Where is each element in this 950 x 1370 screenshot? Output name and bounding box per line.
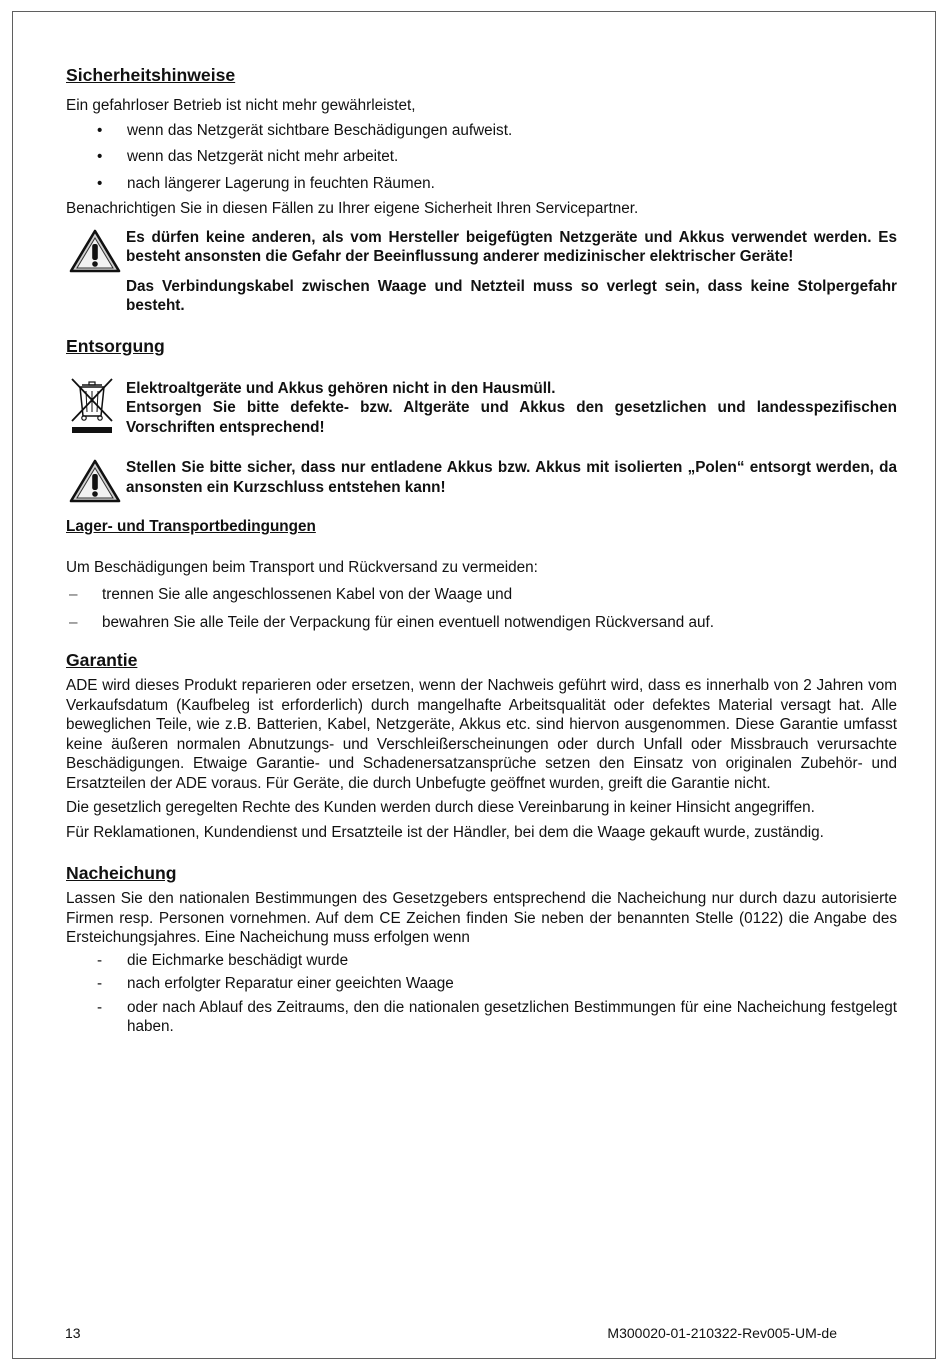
safety-bullet-list (66, 121, 897, 194)
list-item: - nach erfolgter Reparatur einer geeichten Waage (97, 975, 454, 992)
bullet-icon: • (97, 174, 103, 192)
bullet-icon: • (97, 148, 103, 165)
list-item: - die Eichmarke beschädigt wurde (97, 951, 349, 969)
document-page (12, 11, 936, 1359)
warning-block-power-supply (66, 228, 897, 316)
safety-intro: Ein gefahrloser Betrieb ist nicht mehr gewährleistet, (66, 97, 416, 114)
section-title-recalibration: Nacheichung (66, 863, 177, 883)
weee-text-2: Entsorgen Sie bitte defekte- bzw. Altgeräte und Akkus den gesetzlichen und landesspezifischen Vorschriften entsprechend! (126, 399, 897, 436)
warranty-paragraph-3: Für Reklamationen, Kundendienst und Ersatzteile ist der Händler, bei dem die Waage gekauft wurde, zuständig. (66, 823, 824, 841)
page-number: 13 (65, 1325, 81, 1341)
section-title-disposal: Entsorgung (66, 335, 165, 356)
list-item: - oder nach Ablauf des Zeitraums, den die nationalen gesetzlichen Bestimmungen für eine Nacheichung festgelegt haben. (97, 998, 897, 1035)
disposal-weee-block (66, 379, 897, 438)
storage-intro: Um Beschädigungen beim Transport und Rückversand zu vermeiden: (66, 558, 538, 576)
list-item: • wenn das Netzgerät sichtbare Beschädigungen aufweist. (97, 121, 513, 139)
storage-list (66, 585, 897, 632)
warning-triangle-icon (69, 229, 121, 273)
warranty-paragraph-2: Die gesetzlich geregelten Rechte des Kunden werden durch diese Vereinbarung in keiner Hinsicht angegriffen. (66, 799, 815, 816)
warranty-paragraph-1: ADE wird dieses Produkt reparieren oder ersetzen, wenn der Nachweis geführt wird, dass es innerhalb von 2 Jahren vom Verkaufsdatum (Kaufbeleg ist erforderlich) durch mangelhafte Arbeitsqualität oder defektes Material versagt hat. Alle beweglichen Teile, wie z.B. Batterien, Kabel, Netzgeräte, Akkus etc. sind hiervon ausgenommen. Diese Garantie umfasst keine äußeren normalen Abnutzungs- und Verschleißerscheinungen oder durch Unfall oder Missbrauch verursachte Beschädigungen. Etwaige Garantie- und Schadenersatzansprüche setzen den Einsatz von originalen Zubehör- und Ersatzteilen der ADE voraus. Für Geräte, die durch Unbefugte geöffnet wurden, greift die Garantie nicht. (66, 677, 897, 792)
dash-icon: – (69, 586, 78, 603)
crossed-out-bin-icon (69, 376, 115, 434)
weee-text-1: Elektroaltgeräte und Akkus gehören nicht in den Hausmüll. (126, 379, 556, 397)
hyphen-icon: - (97, 975, 103, 992)
recalibration-paragraph: Lassen Sie den nationalen Bestimmungen des Gesetzgebers entsprechend die Nacheichung nur durch dazu autorisierte Firmen resp. Personen vornehmen. Auf dem CE Zeichen finden Sie neben der benannten Stelle (0122) die Angabe des Ersteichungsjahres. Eine Nacheichung muss erfolgen wenn (66, 890, 897, 946)
list-item: – bewahren Sie alle Teile der Verpackung für einen eventuell notwendigen Rückversand auf. (69, 613, 714, 631)
recalibration-list (66, 951, 897, 1037)
list-item: • wenn das Netzgerät nicht mehr arbeitet. (97, 148, 399, 165)
list-item: – trennen Sie alle angeschlossenen Kabel von der Waage und (69, 586, 513, 603)
document-id: M300020-01-210322-Rev005-UM-de (607, 1325, 837, 1341)
hyphen-icon: - (97, 951, 103, 969)
list-item: • nach längerer Lagerung in feuchten Räumen. (97, 174, 435, 192)
warning-text-battery: Stellen Sie bitte sicher, dass nur entladene Akkus bzw. Akkus mit isolierten „Polen“ entsorgt werden, da ansonsten ein Kurzschluss entstehen kann! (126, 459, 897, 496)
page-content (66, 52, 897, 1037)
bullet-icon: • (97, 121, 103, 139)
section-title-safety: Sicherheitshinweise (66, 65, 236, 85)
warning-text-cable: Das Verbindungskabel zwischen Waage und Netzteil muss so verlegt sein, dass keine Stolpergefahr besteht. (126, 277, 897, 314)
section-title-storage: Lager- und Transportbedingungen (66, 518, 316, 535)
section-title-warranty: Garantie (66, 650, 138, 670)
warning-text-power-supply: Es dürfen keine anderen, als vom Hersteller beigefügten Netzgeräte und Akkus verwendet werden. Es besteht ansonsten die Gefahr der Beeinflussung anderer medizinischer elektrischer Geräte! (126, 228, 897, 265)
safety-notify: Benachrichtigen Sie in diesen Fällen zu Ihrer eigene Sicherheit Ihren Servicepartner. (66, 200, 639, 217)
hyphen-icon: - (97, 998, 103, 1016)
dash-icon: – (69, 613, 78, 631)
warning-block-battery (66, 458, 897, 497)
warning-triangle-icon (69, 459, 121, 503)
